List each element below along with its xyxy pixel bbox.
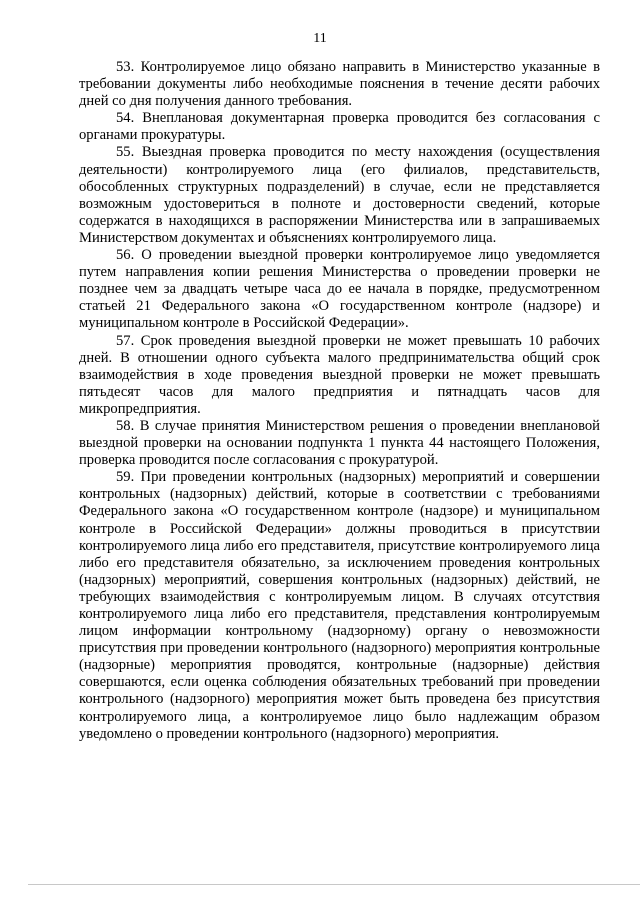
paragraph-58: 58. В случае принятия Министерством решения о проведении внеплановой выездной проверки на основании подпункта 1 пункта 44 настоящего Положения, проверка проводится после согласования с прокуратурой.: [79, 417, 600, 469]
paragraph-56: 56. О проведении выездной проверки контролируемое лицо уведомляется путем направления копии решения Министерства о проведении проверки не позднее чем за двадцать четыре часа до ее начала в порядке, предусмотренном статьей 21 Федерального закона «О государственном контроле (надзоре) и муниципальном контроле в Российской Федерации».: [79, 247, 600, 332]
page-number: 11: [313, 31, 327, 46]
paragraph-53: 53. Контролируемое лицо обязано направить в Министерство указанные в требовании документы либо необходимые пояснения в течение десяти рабочих дней со дня получения данного требования.: [79, 59, 600, 110]
paragraph-59: 59. При проведении контрольных (надзорных) мероприятий и совершении контрольных (надзорных) действий, которые в соответствии с требованиями Федерального закона «О государственном контроле (надзоре) и муниципальном контроле в Российской Федерации» должны проводиться в присутствии контролируемого лица либо его представителя, присутствие контролируемого лица либо его представителя обязательно, за исключением проведения контрольных (надзорных) мероприятий, совершения контрольных (надзорных) действий, не требующих взаимодействия с контролируемым лицом. В случаях отсутствия контролируемого лица либо его представителя, представления контролируемым лицом информации контрольному (надзорному) органу о невозможности присутствия при проведении контрольного (надзорного) мероприятия контрольные (надзорные) мероприятия проводятся, контрольные (надзорные) действия совершаются, если оценка соблюдения обязательных требований при проведении контрольного (надзорного) мероприятия может быть проведена без присутствия контролируемого лица, а контролируемое лицо было надлежащим образом уведомлено о проведении контрольного (надзорного) мероприятия.: [79, 469, 600, 742]
paragraph-55: 55. Выездная проверка проводится по месту нахождения (осуществления деятельности) контролируемого лица (его филиалов, представительств, обособленных структурных подразделений) в случае, если не представляется возможным удостовериться в полноте и достоверности сведений, которые содержатся в находящихся в распоряжении Министерства или в запрашиваемых Министерством документах и объяснениях контролируемого лица.: [79, 144, 600, 246]
page-edge-divider: [28, 884, 640, 885]
document-body: [79, 59, 600, 743]
paragraph-57: 57. Срок проведения выездной проверки не может превышать 10 рабочих дней. В отношении одного субъекта малого предпринимательства общий срок взаимодействия в ходе проведения выездной проверки не может превышать пятьдесят часов для малого предприятия и пятнадцать часов для микропредприятия.: [79, 332, 600, 417]
paragraph-54: 54. Внеплановая документарная проверка проводится без согласования с органами прокуратуры.: [79, 110, 600, 144]
